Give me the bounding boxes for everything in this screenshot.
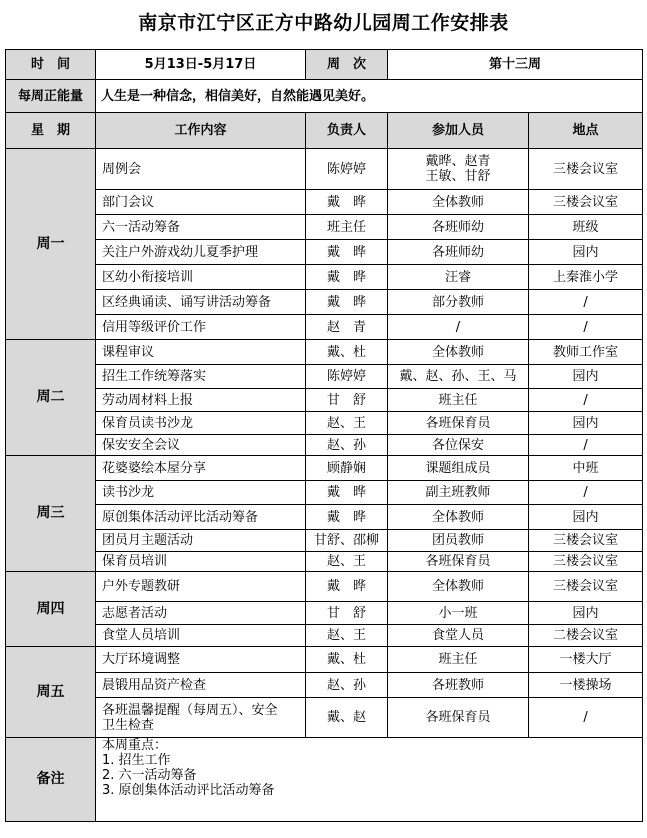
task-participants: 各班保育员 <box>388 698 529 738</box>
col-day: 星 期 <box>6 113 96 149</box>
task-participants: 课题组成员 <box>388 456 529 481</box>
task-person: 赵、王 <box>306 625 388 647</box>
task-content: 晨锻用品资产检查 <box>96 673 306 698</box>
task-person: 班主任 <box>306 215 388 240</box>
task-content: 区幼小衔接培训 <box>96 265 306 290</box>
day-label: 周三 <box>6 456 96 572</box>
task-participants: 全体教师 <box>388 505 529 530</box>
notes-item: 1. 招生工作 <box>102 753 171 768</box>
task-person: 赵 青 <box>306 315 388 340</box>
time-label: 时 间 <box>6 50 96 80</box>
task-location: / <box>529 698 643 738</box>
task-person: 甘 舒 <box>306 602 388 625</box>
task-location: 班级 <box>529 215 643 240</box>
notes-row <box>6 738 643 822</box>
task-content-line-2: 卫生检查 <box>102 717 155 733</box>
task-person: 戴 晔 <box>306 290 388 315</box>
task-participants: 各班师幼 <box>388 215 529 240</box>
task-participants <box>388 149 529 190</box>
task-location: 三楼会议室 <box>529 190 643 215</box>
table-row <box>6 435 643 456</box>
page-title: 南京市江宁区正方中路幼儿园周工作安排表 <box>138 12 509 34</box>
task-location: / <box>529 315 643 340</box>
task-content: 读书沙龙 <box>96 481 306 505</box>
col-person: 负责人 <box>306 113 388 149</box>
task-person: 戴、杜 <box>306 647 388 673</box>
task-participants: 副主班教师 <box>388 481 529 505</box>
task-location: / <box>529 481 643 505</box>
task-content: 六一活动筹备 <box>96 215 306 240</box>
task-participants: 班主任 <box>388 389 529 412</box>
task-person: 陈婷婷 <box>306 365 388 389</box>
task-person: 陈婷婷 <box>306 149 388 190</box>
task-participants: 班主任 <box>388 647 529 673</box>
column-header-row <box>6 113 643 149</box>
task-participants: 全体教师 <box>388 572 529 602</box>
task-content: 保育员读书沙龙 <box>96 412 306 435</box>
task-participants: 各班保育员 <box>388 412 529 435</box>
table-row <box>6 530 643 552</box>
table-row <box>6 190 643 215</box>
col-participants: 参加人员 <box>388 113 529 149</box>
task-person: 赵、王 <box>306 412 388 435</box>
header-row-motto <box>6 80 643 113</box>
table-row <box>6 647 643 673</box>
task-participants: 团员教师 <box>388 530 529 552</box>
table-row <box>6 673 643 698</box>
task-location: 园内 <box>529 240 643 265</box>
motto-label: 每周正能量 <box>6 80 96 113</box>
task-location: 一楼大厅 <box>529 647 643 673</box>
task-content: 信用等级评价工作 <box>96 315 306 340</box>
task-content: 志愿者活动 <box>96 602 306 625</box>
task-person: 戴 晔 <box>306 240 388 265</box>
task-content: 保育员培训 <box>96 552 306 572</box>
notes-item: 2. 六一活动筹备 <box>102 768 197 783</box>
task-person: 赵、王 <box>306 552 388 572</box>
task-person: 甘舒、邵柳 <box>306 530 388 552</box>
task-location: 三楼会议室 <box>529 149 643 190</box>
table-row <box>6 552 643 572</box>
task-person: 戴 晔 <box>306 265 388 290</box>
task-person: 戴 晔 <box>306 572 388 602</box>
table-row <box>6 505 643 530</box>
day-label: 周五 <box>6 647 96 738</box>
task-participants: 汪睿 <box>388 265 529 290</box>
task-person: 顾静娴 <box>306 456 388 481</box>
task-person: 赵、孙 <box>306 673 388 698</box>
task-location: 园内 <box>529 602 643 625</box>
task-location: 一楼操场 <box>529 673 643 698</box>
task-content: 关注户外游戏幼儿夏季护理 <box>96 240 306 265</box>
task-person: 戴 晔 <box>306 481 388 505</box>
header-row-time <box>6 50 643 80</box>
task-location: 三楼会议室 <box>529 572 643 602</box>
table-row <box>6 602 643 625</box>
week-label: 周 次 <box>306 50 388 80</box>
task-content: 劳动周材料上报 <box>96 389 306 412</box>
participants-line-1: 戴晔、赵青 <box>425 154 491 169</box>
table-row <box>6 572 643 602</box>
table-row <box>6 412 643 435</box>
task-participants: 食堂人员 <box>388 625 529 647</box>
task-participants: 各班保育员 <box>388 552 529 572</box>
task-participants: 部分教师 <box>388 290 529 315</box>
task-content: 部门会议 <box>96 190 306 215</box>
week-value: 第十三周 <box>388 50 643 80</box>
task-content: 花婆婆绘本屋分享 <box>96 456 306 481</box>
task-content: 户外专题教研 <box>96 572 306 602</box>
task-location: / <box>529 435 643 456</box>
notes-label: 备注 <box>6 738 96 822</box>
table-row <box>6 456 643 481</box>
col-location: 地点 <box>529 113 643 149</box>
task-location: 园内 <box>529 505 643 530</box>
motto-text: 人生是一种信念，相信美好，自然能遇见美好。 <box>96 80 643 113</box>
task-participants: 各班师幼 <box>388 240 529 265</box>
task-participants: 全体教师 <box>388 340 529 365</box>
table-row <box>6 698 643 738</box>
table-row <box>6 240 643 265</box>
col-content: 工作内容 <box>96 113 306 149</box>
task-content: 原创集体活动评比活动筹备 <box>96 505 306 530</box>
task-person: 甘 舒 <box>306 389 388 412</box>
task-participants: 各班教师 <box>388 673 529 698</box>
task-location: 二楼会议室 <box>529 625 643 647</box>
task-content-line-1: 各班温馨提醒（每周五）、安全 <box>102 702 278 718</box>
task-person: 戴、赵 <box>306 698 388 738</box>
day-label: 周四 <box>6 572 96 647</box>
table-row <box>6 215 643 240</box>
task-content: 区经典诵读、诵写讲活动筹备 <box>96 290 306 315</box>
table-row <box>6 290 643 315</box>
task-content <box>96 698 306 738</box>
table-row <box>6 149 643 190</box>
task-location: 园内 <box>529 412 643 435</box>
task-participants: 戴、赵、孙、王、马 <box>388 365 529 389</box>
schedule-table <box>5 49 643 822</box>
date-range: 5月13日-5月17日 <box>96 50 306 80</box>
task-content: 保安安全会议 <box>96 435 306 456</box>
task-location: 中班 <box>529 456 643 481</box>
table-row <box>6 481 643 505</box>
task-content: 课程审议 <box>96 340 306 365</box>
table-row <box>6 389 643 412</box>
table-row <box>6 265 643 290</box>
task-participants: 小一班 <box>388 602 529 625</box>
task-location: 园内 <box>529 365 643 389</box>
table-row <box>6 365 643 389</box>
table-row <box>6 625 643 647</box>
notes-item: 3. 原创集体活动评比活动筹备 <box>102 783 275 798</box>
notes-content <box>96 738 643 822</box>
task-location: 三楼会议室 <box>529 552 643 572</box>
task-person: 赵、孙 <box>306 435 388 456</box>
task-participants: 全体教师 <box>388 190 529 215</box>
task-content: 团员月主题活动 <box>96 530 306 552</box>
task-location: / <box>529 290 643 315</box>
task-participants: / <box>388 315 529 340</box>
notes-heading: 本周重点： <box>102 738 168 753</box>
task-location: 上秦淮小学 <box>529 265 643 290</box>
task-location: / <box>529 389 643 412</box>
day-label: 周二 <box>6 340 96 456</box>
task-content: 食堂人员培训 <box>96 625 306 647</box>
day-label: 周一 <box>6 149 96 340</box>
task-person: 戴 晔 <box>306 190 388 215</box>
table-row <box>6 340 643 365</box>
task-person: 戴、杜 <box>306 340 388 365</box>
task-person: 戴 晔 <box>306 505 388 530</box>
task-content: 招生工作统筹落实 <box>96 365 306 389</box>
task-location: 教师工作室 <box>529 340 643 365</box>
task-content: 大厅环境调整 <box>96 647 306 673</box>
task-participants: 各位保安 <box>388 435 529 456</box>
participants-line-2: 王敏、甘舒 <box>425 169 491 184</box>
task-location: 三楼会议室 <box>529 530 643 552</box>
table-row <box>6 315 643 340</box>
task-content: 周例会 <box>96 149 306 190</box>
